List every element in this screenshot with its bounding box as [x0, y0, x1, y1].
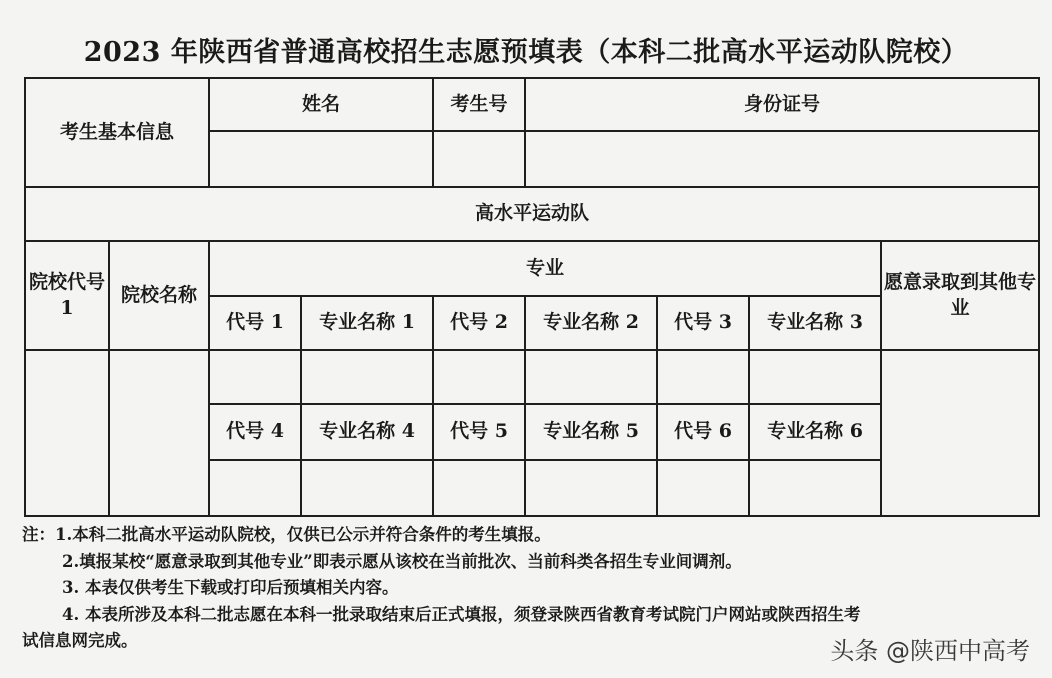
major-code-label-3: 代号 3: [657, 296, 749, 350]
watermark: 头条 @陕西中高考: [830, 637, 1030, 665]
major-name-field-4[interactable]: [301, 460, 433, 516]
school-code-header: 院校代号 1: [25, 241, 109, 350]
major-code-label-4: 代号 4: [209, 404, 301, 460]
school-code-field[interactable]: [25, 350, 109, 516]
form-title: 2023 年陕西省普通高校招生志愿预填表（本科二批高水平运动队院校）: [83, 37, 969, 68]
major-code-label-2: 代号 2: [433, 296, 525, 350]
major-name-field-5[interactable]: [525, 460, 657, 516]
major-code-field-1[interactable]: [209, 350, 301, 404]
major-code-field-5[interactable]: [433, 460, 525, 516]
major-header: 专业: [209, 241, 881, 296]
major-code-label-6: 代号 6: [657, 404, 749, 460]
major-code-field-2[interactable]: [433, 350, 525, 404]
major-name-label-3: 专业名称 3: [749, 296, 881, 350]
note-1: 注：1.本科二批高水平运动队院校，仅供已公示并符合条件的考生填报。: [22, 525, 551, 544]
name-label: 姓名: [209, 78, 433, 131]
major-code-label-1: 代号 1: [209, 296, 301, 350]
major-name-label-1: 专业名称 1: [301, 296, 433, 350]
major-name-field-6[interactable]: [749, 460, 881, 516]
note-3: 3. 本表仅供考生下载或打印后预填相关内容。: [62, 578, 399, 597]
major-name-label-6: 专业名称 6: [749, 404, 881, 460]
major-name-label-5: 专业名称 5: [525, 404, 657, 460]
major-name-field-2[interactable]: [525, 350, 657, 404]
id-number-field[interactable]: [525, 131, 1039, 187]
school-name-field[interactable]: [109, 350, 209, 516]
major-code-label-5: 代号 5: [433, 404, 525, 460]
team-section-header: 高水平运动队: [25, 187, 1039, 241]
major-name-label-2: 专业名称 2: [525, 296, 657, 350]
exam-number-field[interactable]: [433, 131, 525, 187]
note-prefix: 注：: [22, 525, 55, 544]
name-field[interactable]: [209, 131, 433, 187]
exam-number-label: 考生号: [433, 78, 525, 131]
note-4-continued: 试信息网完成。: [22, 631, 138, 650]
basic-info-label: 考生基本信息: [25, 78, 209, 187]
willing-other-major-field[interactable]: [881, 350, 1039, 516]
school-name-header: 院校名称: [109, 241, 209, 350]
application-form-table: [24, 77, 1040, 517]
id-number-label: 身份证号: [525, 78, 1039, 131]
major-code-field-4[interactable]: [209, 460, 301, 516]
major-code-field-3[interactable]: [657, 350, 749, 404]
major-code-field-6[interactable]: [657, 460, 749, 516]
note-4: 4. 本表所涉及本科二批志愿在本科一批录取结束后正式填报，须登录陕西省教育考试院门户网站或陕西招生考: [62, 604, 861, 624]
willing-other-major-header: 愿意录取到其他专业: [881, 241, 1039, 350]
major-name-label-4: 专业名称 4: [301, 404, 433, 460]
note-2: 2.填报某校“愿意录取到其他专业”即表示愿从该校在当前批次、当前科类各招生专业间调剂。: [62, 551, 742, 571]
major-name-field-3[interactable]: [749, 350, 881, 404]
major-name-field-1[interactable]: [301, 350, 433, 404]
